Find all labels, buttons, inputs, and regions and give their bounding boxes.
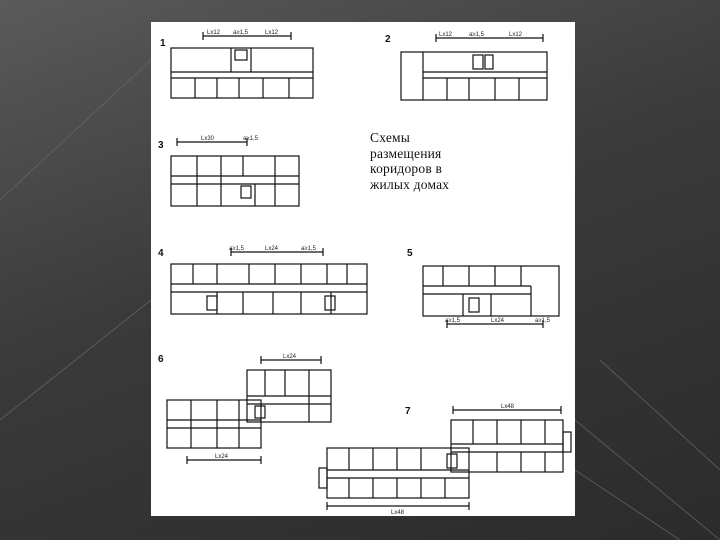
dimension-label: Lx24 xyxy=(265,246,279,252)
caption-line: Схемы xyxy=(370,130,411,145)
scheme-number: 3 xyxy=(158,140,164,151)
dimension-label: a≥1,5 xyxy=(301,246,316,252)
drawing-caption xyxy=(370,130,490,192)
scheme-number: 5 xyxy=(407,248,413,259)
dimension-label: a≥1,5 xyxy=(229,246,244,252)
scheme-1-plan xyxy=(171,32,313,98)
dimension-label: Lx30 xyxy=(201,136,215,142)
caption-line: размещения xyxy=(370,145,442,161)
dimension-label: a≥1,5 xyxy=(233,30,248,36)
dimension-label: Lx24 xyxy=(215,454,229,460)
scheme-number: 2 xyxy=(385,34,391,45)
scheme-6-plan xyxy=(167,356,331,464)
dimension-label: a≥1,5 xyxy=(243,136,258,142)
caption-line: жилых домах xyxy=(370,176,450,192)
dimension-label: Lx12 xyxy=(439,32,453,38)
caption-line: коридоров в xyxy=(370,161,443,176)
dimension-label: a≥1,5 xyxy=(535,318,550,324)
scheme-number: 7 xyxy=(405,406,411,417)
dimension-label: Lx24 xyxy=(491,318,505,324)
scheme-7-plan xyxy=(319,406,571,510)
corridor-schemes-drawing xyxy=(151,22,575,516)
scheme-2-plan xyxy=(401,34,547,100)
scheme-number: 4 xyxy=(158,248,164,259)
scheme-number: 1 xyxy=(160,38,166,49)
dimension-label: a≥1,5 xyxy=(445,318,460,324)
scheme-number: 6 xyxy=(158,354,164,365)
dimension-label: Lx12 xyxy=(265,30,279,36)
dimension-label: Lx48 xyxy=(391,510,405,516)
dimension-label: a≥1,5 xyxy=(469,32,484,38)
dimension-label: Lx48 xyxy=(501,404,515,410)
drawing-sheet xyxy=(151,22,575,516)
dimension-label: Lx12 xyxy=(509,32,523,38)
scheme-4-plan xyxy=(171,248,367,314)
dimension-label: Lx24 xyxy=(283,354,297,360)
dimension-label: Lx12 xyxy=(207,30,221,36)
scheme-3-plan xyxy=(171,138,299,206)
